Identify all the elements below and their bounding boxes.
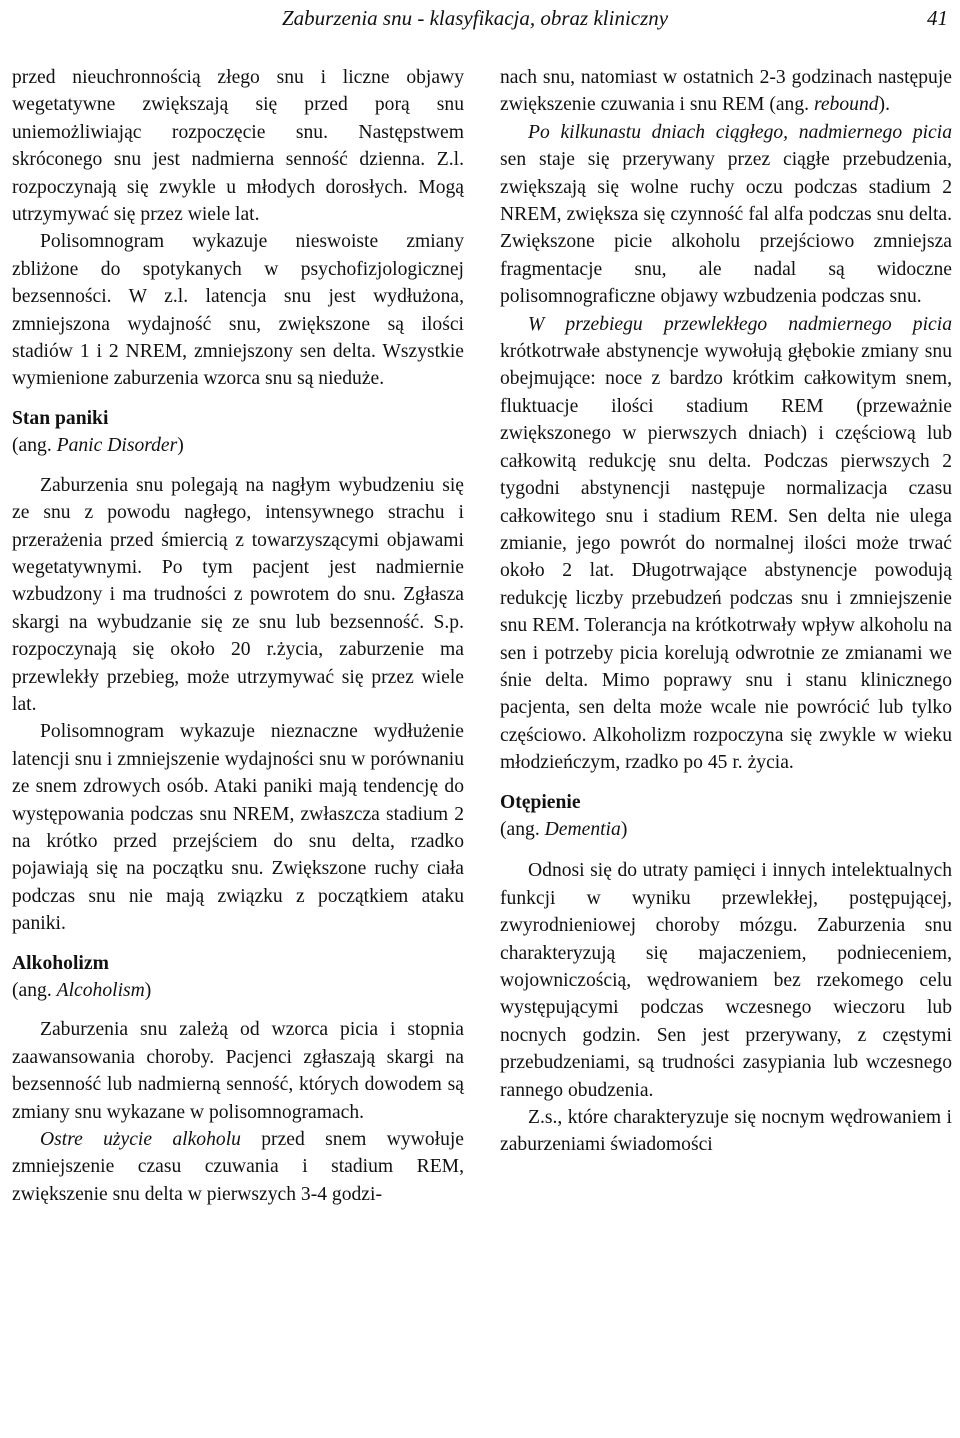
paragraph-chronic-drinking: Po kilkunastu dniach ciągłego, nadmiernego picia sen staje się przerywany przez ciągłe przebudzenia, zwiększają się wolne ruchy oczu podczas stadium 2 NREM, zwiększa się czynność fal alfa podczas snu delta. Zwiększone picie alkoholu przejściowo zmniejsza fragmentacje snu, ale nadal są widoczne polisomnograficzne objawy wzbudzenia podczas snu. — [500, 121, 952, 308]
section-panic-disorder — [12, 405, 464, 938]
paragraph-dementia-2: Z.s., które charakteryzuje się nocnym wędrowaniem i zaburzeniami świadomości — [500, 1107, 952, 1156]
paragraph-polysomnogram: Polisomnogram wykazuje nieswoiste zmiany zbliżone do spotykanych w psychofizjologicznej bezsenności. W z.l. latencja snu jest wydłużona, zmniejszona wydajność snu, zwiększone są ilości stadiów 1 i 2 NREM, zmniejszony sen delta. Wszystkie wymienione zaburzenia wzorca snu są nieduże. — [12, 231, 464, 390]
section-heading-dementia: Otępienie — [500, 791, 581, 813]
paragraph-alcohol-continuation: nach snu, natomiast w ostatnich 2-3 godzinach następuje zwiększenie czuwania i snu REM (ang. rebound). — [500, 67, 952, 116]
section-alcoholism — [12, 950, 464, 1209]
right-column — [500, 64, 952, 1159]
section-heading-alcoholism: Alkoholizm — [12, 952, 109, 974]
section-english-term: (ang. Panic Disorder) — [12, 435, 184, 457]
section-dementia — [500, 789, 952, 1159]
page-header — [0, 4, 960, 34]
left-column — [12, 64, 464, 1208]
paragraph-alcohol-1: Zaburzenia snu zależą od wzorca picia i stopnia zaawansowania choroby. Pacjenci zgłaszają skargi na bezsenność lub nadmierną senność, których dowodem są zmiany snu wykazane w polisomnogramach. — [12, 1019, 464, 1123]
section-english-term: (ang. Dementia) — [500, 818, 628, 840]
section-heading-panic: Stan paniki — [12, 407, 109, 429]
paragraph-alcohol-2: Ostre użycie alkoholu przed snem wywołuje zmniejszenie czasu czuwania i stadium REM, zwiększenie snu delta w pierwszych 3-4 godzi- — [12, 1129, 465, 1205]
running-title: Zaburzenia snu - klasyfikacja, obraz kliniczny — [282, 6, 669, 30]
paragraph-long-term-drinking: W przebiegu przewlekłego nadmiernego picia krótkotrwałe abstynencje wywołują głębokie zmiany snu obejmujące: noce z bardzo krótkim całkowitym snem, fluktuacje ilości stadium REM (przeważnie zwiększonego w pierwszych dniach) i częściową lub całkowitą redukcję snu delta. Podczas pierwszych 2 tygodni abstynencji następuje normalizacja czasu całkowitego snu i stadium REM. Sen delta nie ulega zmianie, jego powrót do normalnej ilości może trwać około 2 lat. Długotrwające abstynencje powodują redukcję liczby przebudzeń podczas snu i zmniejszenie snu REM. Tolerancja na krótkotrwały wpływ alkoholu na sen i potrzeby picia korelują odwrotnie ze zmianami we śnie delta. Mimo poprawy snu i stanu klinicznego pacjenta, sen delta może wcale nie powrócić lub tylko częściowo. Alkoholizm rozpoczyna się zwykle w wieku młodzieńczym, rzadko po 45 r. życia. — [500, 313, 952, 774]
paragraph-continuation: przed nieuchronnością złego snu i liczne objawy wegetatywne zwiększają się przed porą snu uniemożliwiając rozpoczęcie snu. Następstwem skróconego snu jest nadmierna senność dzienna. Z.l. rozpoczynają się zwykle u młodych dorosłych. Mogą utrzymywać się przez wiele lat. — [12, 67, 464, 226]
paragraph-panic-1: Zaburzenia snu polegają na nagłym wybudzeniu się ze snu z powodu nagłego, intensywnego strachu i przerażenia przed śmiercią z towarzyszącymi objawami wegetatywnymi. Po tym pacjent jest nadmiernie wzbudzony i ma trudności z powrotem do snu. Zgłasza skargi na wybudzanie się ze snu lub bezsenność. S.p. rozpoczynają się około 20 r.życia, zaburzenie ma przewlekły przebieg, może utrzymywać się przez wiele lat. — [12, 474, 464, 715]
section-english-term: (ang. Alcoholism) — [12, 980, 152, 1001]
paragraph-dementia-1: Odnosi się do utraty pamięci i innych intelektualnych funkcji w wyniku przewlekłej, postępującej, zwyrodnieniowej choroby mózgu. Zaburzenia snu charakteryzują się majaczeniem, podnieceniem, wojowniczością, wędrowaniem bez rzekomego celu występującymi podczas wczesnego wieczoru lub nocnych godzin. Sen jest przerywany, z częstymi przebudzeniami, są trudności zasypiania lub wczesnego rannego obudzenia. — [500, 860, 952, 1101]
page-number: 41 — [927, 6, 948, 30]
paragraph-panic-2: Polisomnogram wykazuje nieznaczne wydłużenie latencji snu i zmniejszenie wydajności snu w porównaniu ze snem zdrowych osób. Ataki paniki mają tendencję do występowania podczas snu NREM, zwłaszcza stadium 2 na krótko przed przejściem do snu delta, rzadko pojawiają się na początku snu. Zwiększone ruchy ciała podczas snu nie mają związku z początkiem ataku paniki. — [12, 721, 464, 935]
